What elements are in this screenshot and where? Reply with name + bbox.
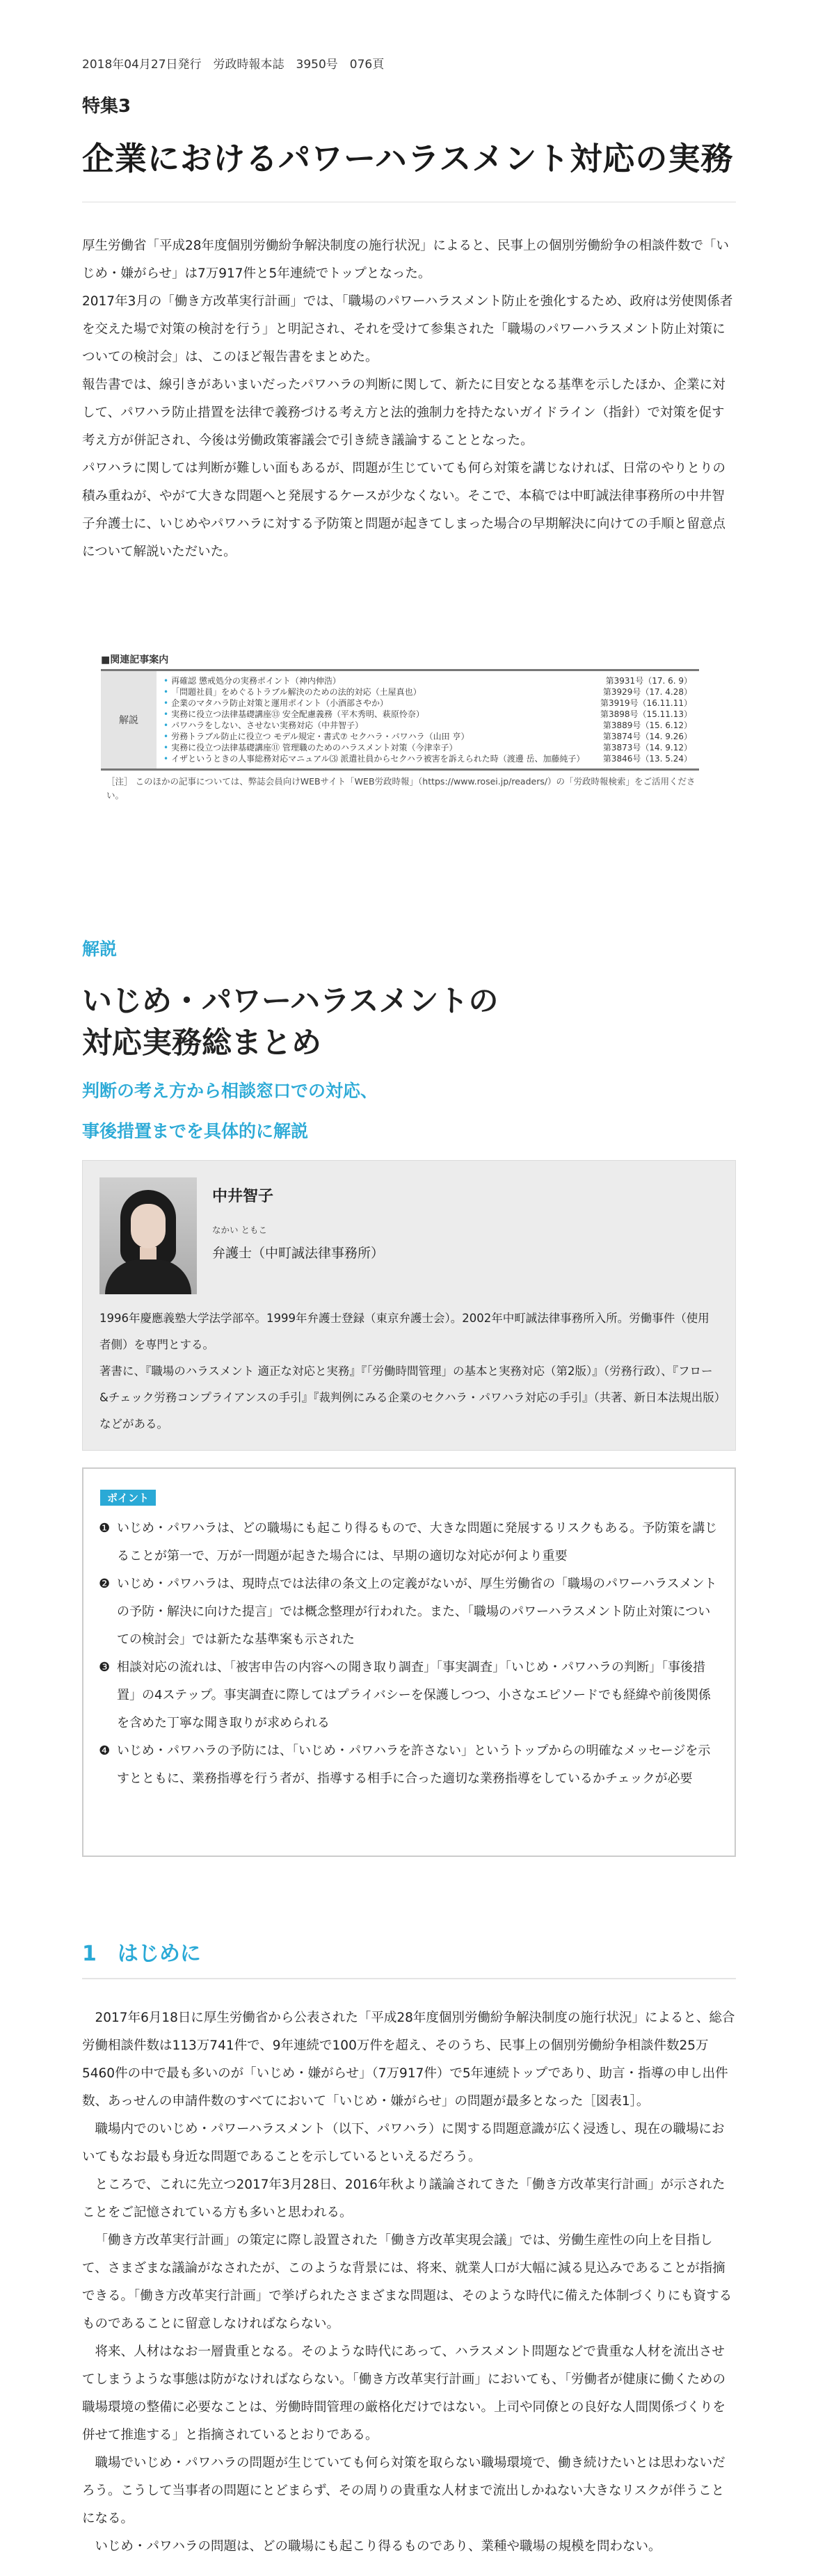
related-list	[157, 671, 699, 768]
section-paragraph: 職場内でのいじめ・パワーハラスメント（以下、パワハラ）に関する問題意識が広く浸透し、現在の職場においてもなお最も身近な問題であることを示しているといえるだろう。	[82, 2122, 725, 2164]
point-number: ❶	[99, 1521, 111, 1536]
section-paragraph: 2017年6月18日に厚生労働省から公表された「平成28年度個別労働紛争解決制度の施行状況」によると、総合労働相談件数は113万741件で、9年連続で100万件を超え、そのうち、民事上の個別労働紛争相談件数25万5460件の中で最も多いのが「いじめ・嫌がらせ」（7万917件）で5年連続トップであり、助言・指導の申し出件数、あっせんの申請件数のすべてにおいて「いじめ・嫌がらせ」の問題が最多となった［図表1］。	[82, 2011, 735, 2109]
lead-paragraph: パワハラに関しては判断が難しい面もあるが、問題が生じていても何ら対策を講じなければ、日常のやりとりの積み重ねが、やがて大きな問題へと発展するケースが少なくない。そこで、本稿では中町誠法律事務所の中井智子弁護士に、いじめやパワハラに対する予防策と問題が起きてしまった場合の早期解決に向けての手順と留意点について解説いただいた。	[82, 461, 726, 559]
related-item-title: • 実務に役立つ法律基礎講座⑬ 安全配慮義務（平木秀明、萩原怜奈）	[163, 709, 424, 720]
article-subtitle-line: 事後措置までを具体的に解説	[82, 1121, 309, 1141]
related-item-title: • 労務トラブル防止に役立つ モデル規定・書式⑦ セクハラ・パワハラ（山田 亨）	[163, 731, 469, 742]
section-divider	[82, 1978, 736, 1979]
lead-paragraph: 2017年3月の「働き方改革実行計画」では、「職場のパワーハラスメント防止を強化するため、政府は労使関係者を交えた場で対策の検討を行う」と明記され、それを受けて参集された「職場のパワーハラスメント防止対策についての検討会」は、このほど報告書をまとめた。	[82, 294, 733, 364]
points-list	[99, 1515, 718, 1793]
related-heading: ■関連記事案内	[101, 654, 169, 666]
author-box	[82, 1160, 736, 1451]
page-title: 企業におけるパワーハラスメント対応の実務	[82, 140, 734, 177]
feature-label: 特集3	[82, 96, 131, 117]
related-item-ref: 第3898号（15.11.13）	[600, 709, 692, 719]
section-paragraph: 将来、人材はなお一層貴重となる。そのような時代にあって、ハラスメント問題などで貴重な人材を流出させてしまうような事態は防がなければならない。「働き方改革実行計画」においても、「労働者が健康に働くための職場環境の整備に必要なことは、労働時間管理の厳格化だけではない。上司や同僚との良好な人間関係づくりを併せて推進する」と指摘されているとおりである。	[82, 2344, 726, 2442]
point-item	[99, 1570, 718, 1654]
related-item-title: • 実務に役立つ法律基礎講座⑪ 管理職のためのハラスメント対策（今津幸子）	[163, 742, 458, 753]
section-paragraph: ところで、これに先立つ2017年3月28日、2016年秋より議論されてきた「働き方改革実行計画」が示されたことをご記憶されている方も多いと思われる。	[82, 2177, 725, 2220]
article-title-line: 対応実務総まとめ	[82, 1026, 321, 1061]
point-item	[99, 1654, 718, 1737]
point-text: いじめ・パワハラの予防には、「いじめ・パワハラを許さない」というトップからの明確なメッセージを示すとともに、業務指導を行う者が、指導する相手に合った適切な業務指導をしているかチェックが必要	[117, 1744, 711, 1786]
points-label: ポイント	[100, 1490, 156, 1506]
related-item-title: • 企業のマタハラ防止対策と運用ポイント（小酒部さやか）	[163, 698, 388, 709]
publication-meta: 2018年04月27日発行 労政時報本誌 3950号 076頁	[82, 58, 385, 72]
related-item-title: • パワハラをしない、させない実務対応（中井智子）	[163, 720, 363, 731]
related-item[interactable]	[163, 675, 692, 686]
point-number: ❹	[99, 1744, 111, 1758]
related-item-ref: 第3889号（15. 6.12）	[602, 721, 692, 730]
point-number: ❸	[99, 1660, 111, 1675]
related-item[interactable]	[163, 731, 692, 742]
related-item-ref: 第3873号（14. 9.12）	[602, 743, 692, 752]
related-item-ref: 第3919号（16.11.11）	[600, 698, 692, 708]
author-kana: なかい ともこ	[212, 1225, 267, 1235]
related-item[interactable]	[163, 698, 692, 709]
related-label: 解説	[101, 671, 157, 768]
related-item-ref: 第3931号（17. 6. 9）	[605, 676, 692, 686]
related-item[interactable]	[163, 753, 692, 764]
related-item-title: • 「問題社員」をめぐるトラブル解決のための法的対応（土屋真也）	[163, 686, 422, 698]
point-item	[99, 1515, 718, 1570]
related-item-ref: 第3874号（14. 9.26）	[602, 732, 692, 741]
author-photo	[99, 1177, 197, 1294]
article-subtitle	[82, 1071, 378, 1152]
point-text: いじめ・パワハラは、どの職場にも起こり得るもので、大きな問題に発展するリスクもある。予防策を講じることが第一で、万が一問題が起きた場合には、早期の適切な対応が何より重要	[117, 1521, 718, 1563]
author-role: 弁護士（中町誠法律事務所）	[212, 1246, 385, 1261]
article-title-line: いじめ・パワーハラスメントの	[82, 984, 499, 1019]
lead-text	[82, 232, 736, 566]
section-paragraph: 「働き方改革実行計画」の策定に際し設置された「働き方改革実現会議」では、労働生産性の向上を目指して、さまざまな議論がなされたが、このような背景には、将来、就業人口が大幅に減る見込みであることが指摘できる。「働き方改革実行計画」で挙げられたさまざまな問題は、そのような時代に備えた体制づくりにも資するものであることに留意しなければならない。	[82, 2233, 732, 2331]
section-paragraph: 職場でいじめ・パワハラの問題が生じていても何ら対策を取らない職場環境で、働き続けたいとは思わないだろう。こうして当事者の問題にとどまらず、その周りの貴重な人材まで流出しかねない大きなリスクが伴うことになる。	[82, 2456, 725, 2526]
related-item-ref: 第3846号（13. 5.24）	[602, 754, 692, 764]
related-item-ref: 第3929号（17. 4.28）	[602, 687, 692, 697]
lead-paragraph: 報告書では、線引きがあいまいだったパワハラの判断に関して、新たに目安となる基準を示したほか、企業に対して、パワハラ防止措置を法律で義務づける考え方と法的強制力を持たないガイドライン（指針）で対策を促す考え方が併記され、今後は労働政策審議会で引き続き議論することとなった。	[82, 378, 725, 448]
author-bio-paragraph: 1996年慶應義塾大学法学部卒。1999年弁護士登録（東京弁護士会）。2002年中町誠法律事務所入所。労働事件（使用者側）を専門とする。	[99, 1312, 709, 1351]
section-heading: 1 はじめに	[82, 1942, 201, 1966]
section-category: 解説	[82, 939, 118, 959]
related-item[interactable]	[163, 742, 692, 753]
author-name: 中井智子	[212, 1188, 274, 1205]
section-paragraph: いじめ・パワハラの問題は、どの職場にも起こり得るものであり、業種や職場の規模を問わない。	[95, 2539, 661, 2554]
related-item[interactable]	[163, 686, 692, 698]
related-item-title: • イザというときの人事総務対応マニュアル⑶ 派遣社員からセクハラ被害を訴えられた時（渡邊 岳、加藤純子）	[163, 753, 585, 764]
section-body	[82, 2004, 736, 2561]
lead-paragraph: 厚生労働省「平成28年度個別労働紛争解決制度の施行状況」によると、民事上の個別労働紛争の相談件数で「いじめ・嫌がらせ」は7万917件と5年連続でトップとなった。	[82, 239, 730, 281]
author-bio-paragraph: 著書に、『職場のハラスメント 適正な対応と実務』『「労働時間管理」の基本と実務対応（第2版）』（労務行政）、『フロー&チェック労務コンプライアンスの手引』『裁判例にみる企業のセクハラ・パワハラ対応の手引』（共著、新日本法規出版）などがある。	[99, 1365, 720, 1431]
related-item[interactable]	[163, 720, 692, 731]
related-articles-box	[101, 652, 699, 803]
related-item-title: • 再確認 懲戒処分の実務ポイント（神内伸浩）	[163, 675, 341, 686]
author-bio	[99, 1305, 720, 1438]
article-subtitle-line: 判断の考え方から相談窓口での対応、	[82, 1081, 378, 1101]
related-note: ［注］ このほかの記事については、弊誌会員向けWEBサイト「WEB労政時報」（https://www.rosei.jp/readers/）の「労政時報検索」をご活用ください。	[106, 776, 696, 800]
points-box	[82, 1467, 736, 1857]
point-text: 相談対応の流れは、「被害申告の内容への聞き取り調査」「事実調査」「いじめ・パワハラの判断」「事後措置」の4ステップ。事実調査に際してはプライバシーを保護しつつ、小さなエピソードでも経緯や前後関係を含めた丁寧な聞き取りが求められる	[117, 1660, 712, 1730]
point-text: いじめ・パワハラは、現時点では法律の条文上の定義がないが、厚生労働省の「職場のパワーハラスメントの予防・解決に向けた提言」では概念整理が行われた。また、「職場のパワーハラスメント防止対策についての検討会」では新たな基準案も示された	[117, 1577, 717, 1647]
point-number: ❷	[99, 1577, 111, 1591]
related-item[interactable]	[163, 709, 692, 720]
related-table	[101, 669, 699, 771]
article-title	[82, 981, 499, 1064]
point-item	[99, 1737, 718, 1793]
